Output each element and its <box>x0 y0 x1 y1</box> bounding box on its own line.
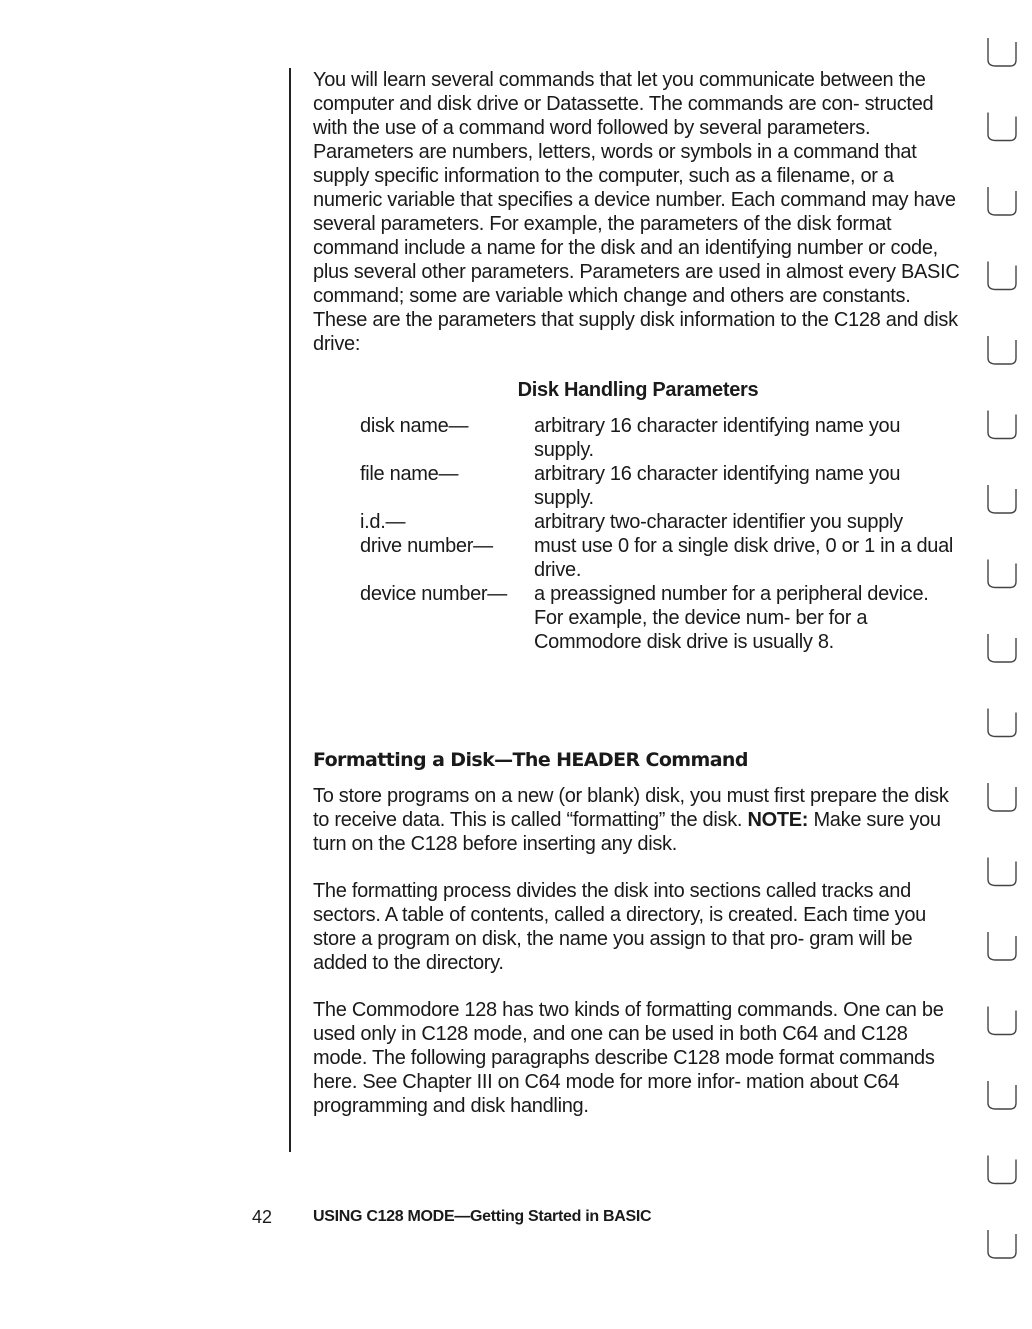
parameter-row-file-name <box>360 462 960 510</box>
parameter-definition: arbitrary 16 character identifying name you supply. <box>534 415 901 461</box>
parameter-definition: arbitrary 16 character identifying name you supply. <box>534 463 901 509</box>
binding-mark <box>988 1007 1016 1035</box>
parameter-row-disk-name <box>360 414 960 462</box>
binding-mark <box>988 1230 1016 1258</box>
parameter-definition: a preassigned number for a peripheral device. For example, the device num- ber for a Commodore disk drive is usually 8. <box>534 583 929 653</box>
running-title: USING C128 MODE—Getting Started in BASIC <box>313 1208 652 1225</box>
formatting-paragraph <box>313 784 963 856</box>
parameter-term: i.d.— <box>360 511 406 533</box>
note-label: NOTE: <box>747 809 809 831</box>
margin-rule <box>289 68 291 1152</box>
note-text: Make sure you turn on the C128 before inserting any disk. <box>313 809 941 855</box>
binding-mark <box>988 932 1016 960</box>
modes-paragraph: The Commodore 128 has two kinds of formatting commands. One can be used only in C128 mode, and one can be used in both C64 and C128 mode. The following paragraphs describe C128 mode format commands here. See Chapter III on C64 mode for more infor- mation about C64 programming and disk handling. <box>313 999 944 1117</box>
formatting-text: To store programs on a new (or blank) disk, you must first prepare the disk to receive data. This is called “formatting” the disk. <box>313 785 949 831</box>
binding-mark <box>988 411 1016 439</box>
parameter-row-id <box>360 510 960 534</box>
binding-mark <box>988 560 1016 588</box>
intro-paragraph: You will learn several commands that let you communicate between the computer and disk drive or Datassette. The commands are con- structed with the use of a command word followed by several parameters. Parameters are numbers, letters, words or symbols in a command that supply specific information to the computer, such as a filename, or a numeric variable that specifies a device number. Each command may have several parameters. For example, the parameters of the disk format command include a name for the disk and an identifying number or code, plus several other parameters. Parameters are used in almost every BASIC command; some are variable which change and others are constants. These are the parameters that supply disk information to the C128 and disk drive: <box>313 69 960 355</box>
binding-mark <box>988 38 1016 66</box>
parameter-term: device number— <box>360 583 507 605</box>
binding-mark <box>988 858 1016 886</box>
binding-mark <box>988 262 1016 290</box>
binding-mark <box>988 1156 1016 1184</box>
parameter-term: disk name— <box>360 415 469 437</box>
binding-mark <box>988 336 1016 364</box>
binding-mark <box>988 187 1016 215</box>
parameter-term: drive number— <box>360 535 493 557</box>
parameter-definition: must use 0 for a single disk drive, 0 or 1 in a dual drive. <box>534 535 954 581</box>
parameters-table-title: Disk Handling Parameters <box>517 379 759 401</box>
parameters-table <box>360 414 960 654</box>
binding-mark <box>988 1081 1016 1109</box>
binding-mark <box>988 485 1016 513</box>
page-number: 42 <box>252 1207 273 1227</box>
binding-mark <box>988 783 1016 811</box>
parameter-row-device-number <box>360 582 960 654</box>
tracks-paragraph: The formatting process divides the disk into sections called tracks and sectors. A table of contents, called a directory, is created. Each time you store a program on disk, the name you assign to that pro- gram will be added to the directory. <box>313 880 927 974</box>
binding-mark <box>988 709 1016 737</box>
spiral-binding-marks <box>980 30 1024 1300</box>
parameter-row-drive-number <box>360 534 960 582</box>
parameter-definition: arbitrary two-character identifier you supply <box>534 511 903 533</box>
binding-mark <box>988 113 1016 141</box>
parameter-term: file name— <box>360 463 459 485</box>
binding-mark <box>988 634 1016 662</box>
section-heading: Formatting a Disk—The HEADER Command <box>313 749 748 771</box>
